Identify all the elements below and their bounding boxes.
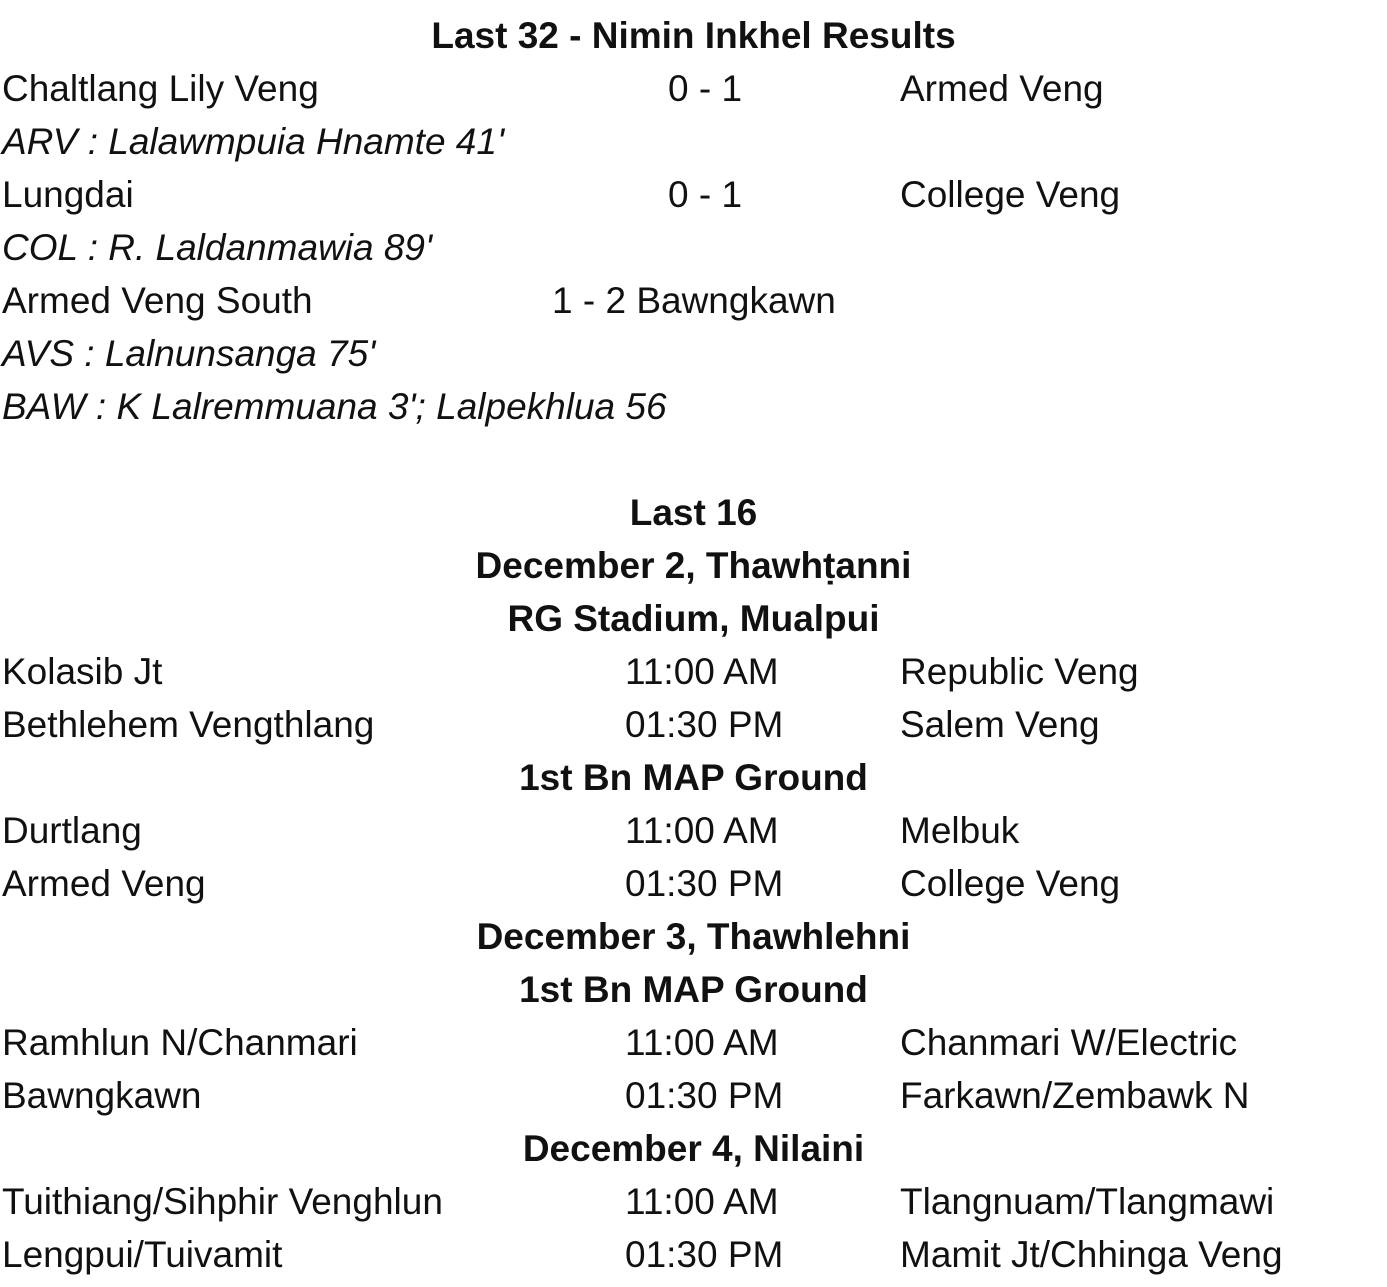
home-team: Kolasib Jt	[2, 651, 163, 692]
scorer-line: COL : R. Laldanmawia 89'	[2, 227, 433, 268]
result-row	[0, 168, 1387, 221]
home-team: Bawngkawn	[2, 1075, 202, 1116]
fixture-row	[0, 698, 1387, 751]
home-team: Lungdai	[2, 174, 134, 215]
home-team: Armed Veng	[2, 863, 206, 904]
home-team: Lengpui/Tuivamit	[2, 1234, 283, 1275]
date-heading: December 2, Thawhṭanni	[475, 545, 912, 586]
venue-heading: 1st Bn MAP Ground	[519, 757, 868, 798]
score: 0 - 1	[668, 174, 743, 215]
home-team: Ramhlun N/Chanmari	[2, 1022, 358, 1063]
kickoff-time: 01:30 PM	[625, 863, 784, 904]
scorer-line: BAW : K Lalremmuana 3'; Lalpekhlua 56	[2, 386, 667, 427]
score-and-away-team: 1 - 2 Bawngkawn	[552, 280, 836, 321]
kickoff-time: 11:00 AM	[625, 651, 779, 692]
venue-heading: RG Stadium, Mualpui	[507, 598, 880, 639]
home-team: Chaltlang Lily Veng	[2, 68, 319, 109]
date-heading: December 4, Nilaini	[522, 1128, 865, 1169]
home-team: Armed Veng South	[2, 280, 313, 321]
kickoff-time: 01:30 PM	[625, 704, 784, 745]
away-team: Tlangnuam/Tlangmawi	[900, 1181, 1275, 1222]
last32-title: Last 32 - Nimin Inkhel Results	[431, 15, 956, 56]
kickoff-time: 01:30 PM	[625, 1075, 784, 1116]
fixture-row	[0, 645, 1387, 698]
fixture-row	[0, 1228, 1387, 1281]
away-team: Farkawn/Zembawk N	[900, 1075, 1250, 1116]
result-row	[0, 62, 1387, 115]
result-row	[0, 274, 1387, 327]
away-team: College Veng	[900, 863, 1121, 904]
fixture-row	[0, 857, 1387, 910]
away-team: Armed Veng	[900, 68, 1104, 109]
away-team: Chanmari W/Electric	[900, 1022, 1238, 1063]
last16-title: Last 16	[629, 492, 758, 533]
away-team: Mamit Jt/Chhinga Veng	[900, 1234, 1283, 1275]
home-team: Durtlang	[2, 810, 142, 851]
scorer-line: ARV : Lalawmpuia Hnamte 41'	[2, 121, 505, 162]
fixture-row	[0, 1175, 1387, 1228]
away-team: College Veng	[900, 174, 1121, 215]
away-team: Melbuk	[900, 810, 1020, 851]
score: 0 - 1	[668, 68, 743, 109]
venue-heading: 1st Bn MAP Ground	[519, 969, 868, 1010]
kickoff-time: 01:30 PM	[625, 1234, 784, 1275]
home-team: Bethlehem Vengthlang	[2, 704, 375, 745]
fixture-row	[0, 804, 1387, 857]
date-heading: December 3, Thawhlehni	[476, 916, 911, 957]
kickoff-time: 11:00 AM	[625, 1181, 779, 1222]
fixture-row	[0, 1069, 1387, 1122]
fixture-row	[0, 1016, 1387, 1069]
kickoff-time: 11:00 AM	[625, 810, 779, 851]
scorer-line: AVS : Lalnunsanga 75'	[2, 333, 376, 374]
away-team: Republic Veng	[900, 651, 1139, 692]
away-team: Salem Veng	[900, 704, 1100, 745]
kickoff-time: 11:00 AM	[625, 1022, 779, 1063]
home-team: Tuithiang/Sihphir Venghlun	[2, 1181, 443, 1222]
